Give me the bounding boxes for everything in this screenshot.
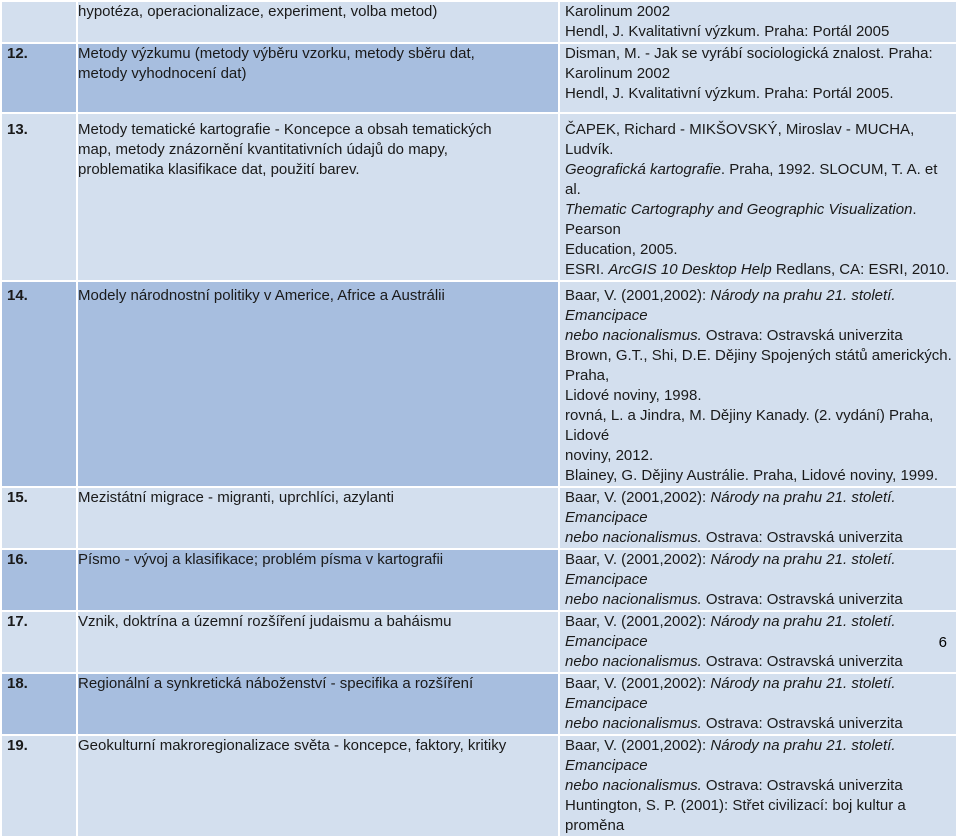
literature-text: Baar, V. (2001,2002): bbox=[565, 737, 711, 754]
literature-text: Education, 2005. bbox=[565, 241, 678, 258]
literature-line bbox=[565, 714, 956, 734]
literature-title: nebo nacionalismus. bbox=[565, 327, 702, 344]
literature-title: Národy na prahu 21. století. Emancipace bbox=[565, 489, 896, 526]
literature-line bbox=[565, 406, 956, 446]
table-body bbox=[2, 2, 956, 836]
topic-title: Metody tematické kartografie - Koncepce a obsah tematických map, metody znázornění kvantitativních údajů do mapy, problematika klasifikace dat, použití barev. bbox=[78, 114, 558, 280]
topic-title: Mezistátní migrace - migranti, uprchlíci, azylanti bbox=[78, 488, 558, 548]
topic-number: 19. bbox=[2, 736, 76, 836]
literature-line bbox=[565, 528, 956, 548]
topic-number: 15. bbox=[2, 488, 76, 548]
page-number: 6 bbox=[938, 634, 947, 651]
literature-text: Ostrava: Ostravská univerzita bbox=[701, 591, 903, 608]
literature-line bbox=[565, 260, 956, 280]
literature-text: Baar, V. (2001,2002): bbox=[565, 287, 711, 304]
literature-text: Redlans, CA: ESRI, 2010. bbox=[771, 261, 950, 278]
literature-title: Národy na prahu 21. století. Emancipace bbox=[565, 675, 896, 712]
literature-cell bbox=[560, 114, 956, 280]
literature-cell bbox=[560, 612, 956, 672]
literature-text: Baar, V. (2001,2002): bbox=[565, 489, 711, 506]
literature-line bbox=[565, 346, 956, 386]
literature-cell bbox=[560, 736, 956, 836]
literature-text: Hendl, J. Kvalitativní výzkum. Praha: Portál 2005 bbox=[565, 23, 890, 40]
literature-title: nebo nacionalismus. bbox=[565, 529, 702, 546]
literature-line bbox=[565, 44, 956, 64]
literature-line bbox=[565, 776, 956, 796]
literature-text: . Pearson bbox=[565, 201, 917, 238]
literature-title: Thematic Cartography and Geographic Visualization bbox=[565, 201, 913, 218]
literature-cell bbox=[560, 550, 956, 610]
literature-line bbox=[565, 64, 956, 84]
literature-cell bbox=[560, 282, 956, 486]
literature-line bbox=[565, 652, 956, 672]
literature-line bbox=[565, 2, 956, 22]
literature-line bbox=[565, 736, 956, 776]
literature-text: rovná, L. a Jindra, M. Dějiny Kanady. (2. vydání) Praha, Lidové bbox=[565, 407, 934, 444]
topic-number: 16. bbox=[2, 550, 76, 610]
literature-title: Národy na prahu 21. století. Emancipace bbox=[565, 613, 896, 650]
literature-line bbox=[565, 674, 956, 714]
literature-text: Hendl, J. Kvalitativní výzkum. Praha: Portál 2005. bbox=[565, 85, 894, 102]
table-row bbox=[2, 2, 956, 42]
literature-text: Ostrava: Ostravská univerzita bbox=[701, 715, 903, 732]
table-row bbox=[2, 736, 956, 836]
literature-line bbox=[565, 84, 956, 104]
literature-line bbox=[565, 200, 956, 240]
literature-title: ArcGIS 10 Desktop Help bbox=[608, 261, 772, 278]
topic-title: Modely národnostní politiky v Americe, Africe a Austrálii bbox=[78, 282, 558, 486]
literature-cell bbox=[560, 674, 956, 734]
literature-text: Karolinum 2002 bbox=[565, 3, 671, 20]
table-row bbox=[2, 550, 956, 610]
table-row bbox=[2, 282, 956, 486]
literature-title: Národy na prahu 21. století. Emancipace bbox=[565, 737, 896, 774]
literature-text: Baar, V. (2001,2002): bbox=[565, 551, 711, 568]
literature-title: Národy na prahu 21. století. Emancipace bbox=[565, 287, 896, 324]
literature-text: Ostrava: Ostravská univerzita bbox=[701, 529, 903, 546]
topic-title: Regionální a synkretická náboženství - specifika a rozšíření bbox=[78, 674, 558, 734]
literature-text: Karolinum 2002 bbox=[565, 65, 671, 82]
literature-line bbox=[565, 22, 956, 42]
topic-number: 17. bbox=[2, 612, 76, 672]
literature-title: nebo nacionalismus. bbox=[565, 653, 702, 670]
literature-line bbox=[565, 612, 956, 652]
literature-line bbox=[565, 160, 956, 200]
literature-text: Baar, V. (2001,2002): bbox=[565, 613, 711, 630]
table-row bbox=[2, 612, 956, 672]
literature-text: . Praha, 1992. SLOCUM, T. A. et al. bbox=[565, 161, 938, 198]
literature-text: Ostrava: Ostravská univerzita bbox=[701, 653, 903, 670]
literature-text: Ostrava: Ostravská univerzita bbox=[701, 777, 903, 794]
literature-title: nebo nacionalismus. bbox=[565, 777, 702, 794]
literature-text: Ostrava: Ostravská univerzita bbox=[701, 327, 903, 344]
literature-title: Geografická kartografie bbox=[565, 161, 721, 178]
literature-title: Národy na prahu 21. století. Emancipace bbox=[565, 551, 896, 588]
topic-title: Písmo - vývoj a klasifikace; problém písma v kartografii bbox=[78, 550, 558, 610]
literature-line bbox=[565, 240, 956, 260]
topic-title: Metody výzkumu (metody výběru vzorku, metody sběru dat, metody vyhodnocení dat) bbox=[78, 44, 558, 112]
literature-line bbox=[565, 590, 956, 610]
literature-line bbox=[565, 120, 956, 160]
topic-number bbox=[2, 2, 76, 42]
topic-title: hypotéza, operacionalizace, experiment, volba metod) bbox=[78, 2, 558, 42]
literature-text: noviny, 2012. bbox=[565, 447, 654, 464]
topic-number: 12. bbox=[2, 44, 76, 112]
literature-title: nebo nacionalismus. bbox=[565, 715, 702, 732]
topic-number: 14. bbox=[2, 282, 76, 486]
literature-line bbox=[565, 446, 956, 466]
literature-text: ČAPEK, Richard - MIKŠOVSKÝ, Miroslav - MUCHA, Ludvík. bbox=[565, 121, 915, 158]
literature-line bbox=[565, 488, 956, 528]
literature-text: Blainey, G. Dějiny Austrálie. Praha, Lidové noviny, 1999. bbox=[565, 467, 938, 484]
table-row bbox=[2, 488, 956, 548]
topic-number: 13. bbox=[2, 114, 76, 280]
literature-line bbox=[565, 326, 956, 346]
literature-title: nebo nacionalismus. bbox=[565, 591, 702, 608]
literature-text: ESRI. bbox=[565, 261, 609, 278]
topic-title: Vznik, doktrína a územní rozšíření judaismu a baháismu bbox=[78, 612, 558, 672]
literature-text: Disman, M. - Jak se vyrábí sociologická znalost. Praha: bbox=[565, 45, 933, 62]
literature-text: Lidové noviny, 1998. bbox=[565, 387, 702, 404]
literature-cell bbox=[560, 44, 956, 112]
literature-line bbox=[565, 550, 956, 590]
literature-text: Baar, V. (2001,2002): bbox=[565, 675, 711, 692]
literature-line bbox=[565, 466, 956, 486]
literature-text: Brown, G.T., Shi, D.E. Dějiny Spojených států amerických. Praha, bbox=[565, 347, 952, 384]
table-row bbox=[2, 674, 956, 734]
topic-title: Geokulturní makroregionalizace světa - koncepce, faktory, kritiky bbox=[78, 736, 558, 836]
table-row bbox=[2, 114, 956, 280]
topic-number: 18. bbox=[2, 674, 76, 734]
literature-text: Huntington, S. P. (2001): Střet civilizací: boj kultur a proměna bbox=[565, 797, 906, 834]
literature-line bbox=[565, 286, 956, 326]
table-row bbox=[2, 44, 956, 112]
literature-line bbox=[565, 386, 956, 406]
literature-cell bbox=[560, 488, 956, 548]
literature-cell bbox=[560, 2, 956, 42]
literature-line bbox=[565, 796, 956, 836]
